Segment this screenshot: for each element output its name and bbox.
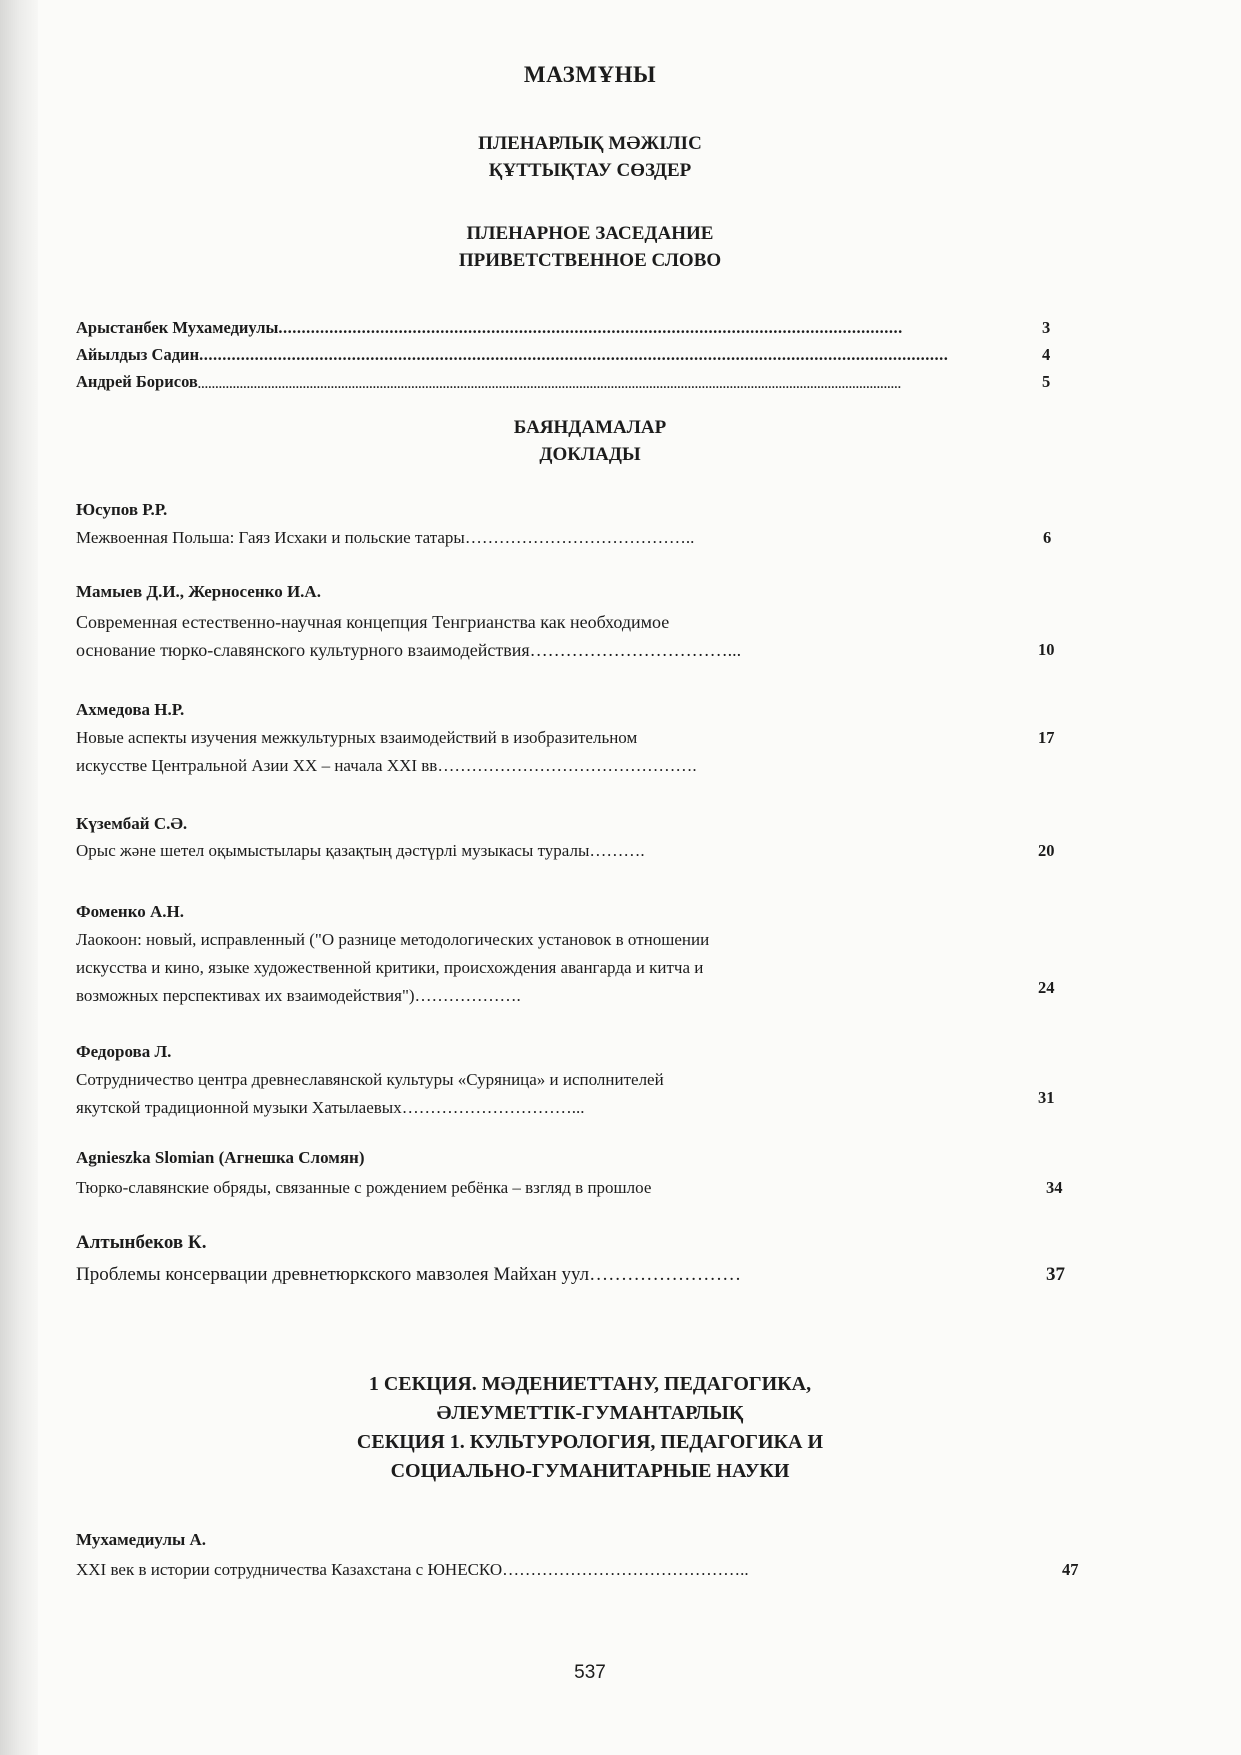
- dot-leader: ..................................................................................................................................................................: [199, 345, 949, 364]
- dot-leader: ……………………: [589, 1264, 742, 1285]
- toc-entry-author: Алтынбеков К.: [76, 1232, 207, 1253]
- reports-heading-line2: ДОКЛАДЫ: [539, 444, 641, 465]
- plenary-heading-ru-line1: ПЛЕНАРНОЕ ЗАСЕДАНИЕ: [466, 223, 714, 244]
- dot-leader: .........................................................................................................................................................................................................: [197, 377, 902, 391]
- toc-entry-title-line: XXI век в истории сотрудничества Казахстана с ЮНЕСКО: [76, 1560, 503, 1579]
- toc-greeting-row: [76, 372, 902, 392]
- toc-entry-author: Фоменко А.Н.: [76, 902, 185, 921]
- toc-entry-page: 17: [1038, 728, 1055, 747]
- toc-entry-author: Мухамедиулы А.: [76, 1530, 207, 1549]
- toc-entry-page: 20: [1038, 841, 1055, 860]
- toc-entry-title-line: искусстве Центральной Азии XX – начала XXI вв: [76, 756, 438, 775]
- toc-entry-title: Сотрудничество центра древнеславянской культуры «Суряница» и исполнителей: [76, 1070, 664, 1089]
- dot-leader: ……………….: [414, 986, 521, 1005]
- section1-heading-line2: ӘЛЕУМЕТТІК-ГУМАНТАРЛЫҚ: [436, 1402, 744, 1424]
- plenary-heading-kz-line2: ҚҰТТЫҚТАУ СӨЗДЕР: [488, 160, 692, 181]
- toc-entry-author: Ахмедова Н.Р.: [76, 700, 185, 719]
- toc-entry-title: Новые аспекты изучения межкультурных взаимодействий в изобразительном: [76, 728, 638, 747]
- toc-entry-title: [76, 528, 715, 548]
- toc-entry-page: 6: [1043, 528, 1052, 547]
- toc-entry-author: Agnieszka Slomian (Агнешка Сломян): [76, 1148, 365, 1167]
- toc-entry-title: [76, 841, 671, 861]
- dot-leader: ……………………………………..: [502, 1560, 749, 1579]
- section1-heading-line3: СЕКЦИЯ 1. КУЛЬТУРОЛОГИЯ, ПЕДАГОГИКА И: [356, 1431, 824, 1453]
- toc-entry-author: Мамыев Д.И., Жерносенко И.А.: [76, 582, 321, 601]
- toc-entry-title: Лаокоон: новый, исправленный ("О разнице методологических установок в отношении: [76, 930, 710, 949]
- dot-leader: ……….: [589, 841, 645, 860]
- toc-greeting-row: [76, 318, 903, 338]
- toc-entry-title-line: Проблемы консервации древнетюркского мавзолея Майхан уул: [76, 1264, 590, 1285]
- dot-leader: ……………………………………….: [437, 756, 697, 775]
- toc-entry-title: [76, 1560, 782, 1580]
- reports-heading: [0, 414, 1180, 468]
- toc-entry-author: Юсупов Р.Р.: [76, 500, 168, 519]
- toc-greeting-page: 3: [1042, 318, 1051, 337]
- toc-entry-title: [76, 756, 722, 776]
- toc-entry-title: искусства и кино, языке художественной критики, происхождения авангарда и китча и: [76, 958, 704, 977]
- page-number: 537: [574, 1662, 606, 1683]
- toc-greeting-name: Арыстанбек Мухамедиулы: [76, 318, 279, 337]
- dot-leader: …………………………...: [401, 1098, 585, 1117]
- toc-entry-title-line: Межвоенная Польша: Гаяз Исхаки и польские татары: [76, 528, 465, 547]
- toc-greeting-name: Айылдыз Садин: [76, 345, 200, 364]
- toc-entry-title-line: возможных перспективах их взаимодействия"): [76, 986, 415, 1005]
- plenary-heading-kz-line1: ПЛЕНАРЛЫҚ МӘЖІЛІС: [478, 133, 702, 154]
- toc-entry-author: Күзембай С.Ә.: [76, 814, 188, 833]
- page-title: МАЗМҰНЫ: [523, 62, 657, 87]
- toc-entry-page: 24: [1038, 978, 1055, 997]
- toc-greeting-name: Андрей Борисов: [76, 372, 198, 391]
- toc-entry-title: [76, 1264, 774, 1286]
- dot-leader: …………………………………..: [464, 528, 695, 547]
- plenary-heading-ru-line2: ПРИВЕТСТВЕННОЕ СЛОВО: [458, 250, 722, 271]
- toc-entry-title: Тюрко-славянские обряды, связанные с рождением ребёнка – взгляд в прошлое: [76, 1178, 652, 1197]
- reports-heading-line1: БАЯНДАМАЛАР: [513, 417, 667, 438]
- dot-leader: ……………………………...: [529, 640, 742, 660]
- toc-entry-title: Современная естественно-научная концепция Тенгрианства как необходимое: [76, 612, 670, 632]
- toc-greeting-page: 5: [1042, 372, 1051, 391]
- toc-entry-title-line: Орыс және шетел оқымыстылары қазақтың дәстүрлі музыкасы туралы: [76, 841, 590, 860]
- toc-greeting-page: 4: [1042, 345, 1051, 364]
- toc-entry-page: 10: [1038, 640, 1055, 659]
- toc-greeting-row: [76, 345, 949, 365]
- section1-heading-line1: 1 СЕКЦИЯ. МӘДЕНИЕТТАНУ, ПЕДАГОГИКА,: [368, 1373, 812, 1395]
- section1-heading-line4: СОЦИАЛЬНО-ГУМАНИТАРНЫЕ НАУКИ: [390, 1460, 790, 1482]
- dot-leader: .......................................................................................................................................: [278, 318, 903, 337]
- toc-entry-author: Федорова Л.: [76, 1042, 172, 1061]
- plenary-heading-kz: [0, 130, 1180, 184]
- toc-entry-title-line: якутской традиционной музыки Хатылаевых: [76, 1098, 402, 1117]
- toc-entry-title-line: основание тюрко-славянского культурного взаимодействия: [76, 640, 530, 660]
- section1-heading: [0, 1370, 1180, 1486]
- toc-entry-title: [76, 640, 742, 661]
- toc-entry-page: 34: [1046, 1178, 1063, 1197]
- toc-entry-title: [76, 1098, 602, 1118]
- toc-entry-title: [76, 986, 540, 1006]
- toc-entry-page: 31: [1038, 1088, 1055, 1107]
- plenary-heading-ru: [0, 220, 1180, 274]
- toc-entry-page: 37: [1046, 1264, 1065, 1285]
- toc-entry-page: 47: [1062, 1560, 1079, 1579]
